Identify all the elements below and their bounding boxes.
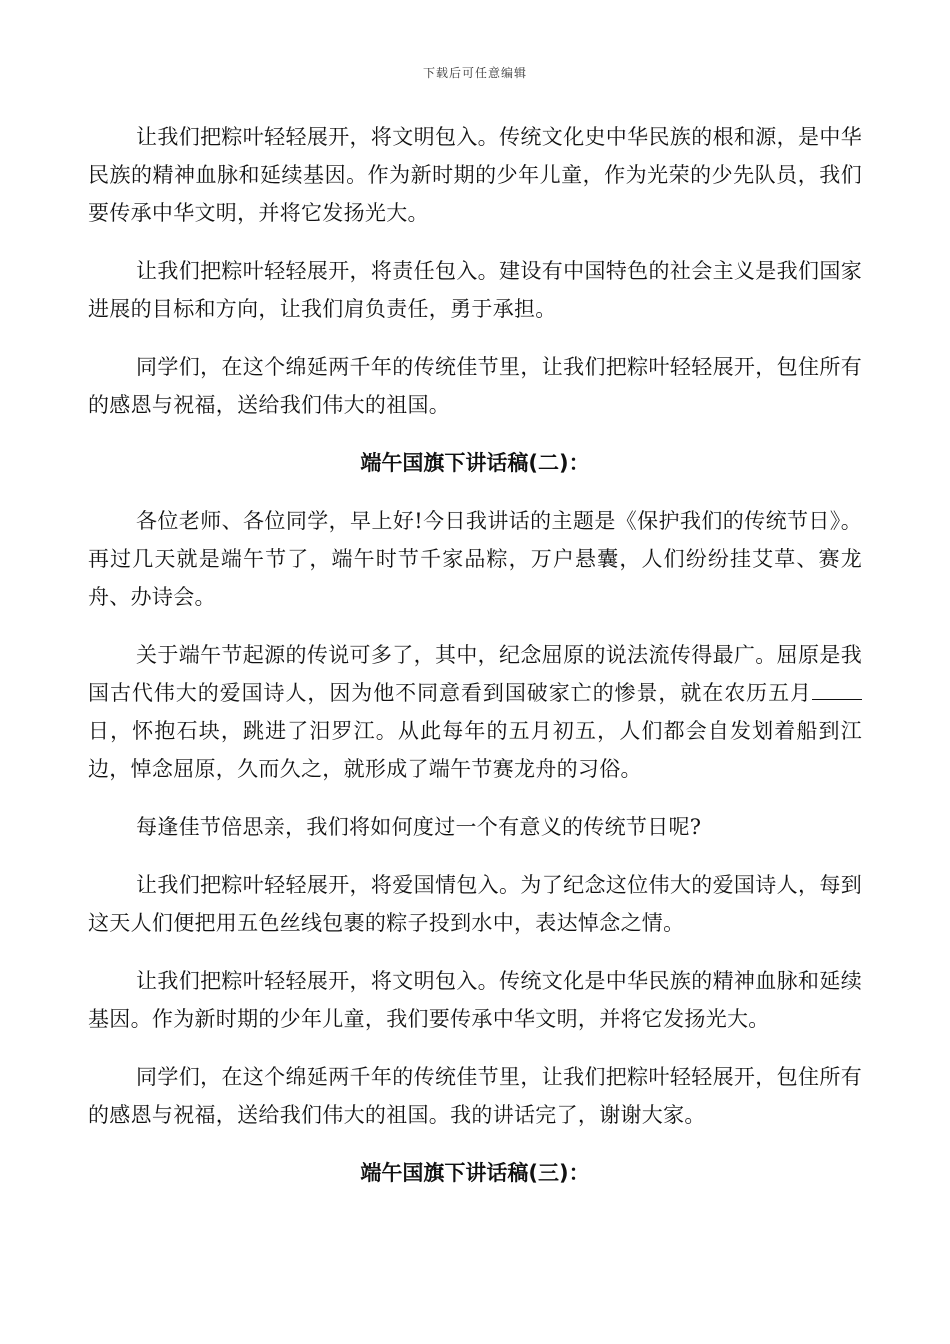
page-header: 下载后可任意编辑	[422, 66, 527, 80]
paragraph: 让我们把粽叶轻轻展开，将文明包入。传统文化史中华民族的根和源，是中华民族的精神血脉和延续基因。作为新时期的少年儿童，作为光荣的少先队员，我们要传承中华文明，并将它发扬光大。	[88, 125, 862, 225]
paragraph-text-before-blank: 关于端午节起源的传说可多了，其中，纪念屈原的说法流传得最广。屈原是我国古代伟大的爱国诗人，因为他不同意看到国破家亡的惨景，就在农历五月	[88, 643, 862, 705]
paragraph: 同学们，在这个绵延两千年的传统佳节里，让我们把粽叶轻轻展开，包住所有的感恩与祝福，送给我们伟大的祖国。我的讲话完了，谢谢大家。	[88, 1065, 862, 1127]
document-body	[88, 118, 862, 1212]
paragraph: 让我们把粽叶轻轻展开，将文明包入。传统文化是中华民族的精神血脉和延续基因。作为新时期的少年儿童，我们要传承中华文明，并将它发扬光大。	[88, 969, 862, 1031]
paragraph-with-blank	[88, 636, 862, 788]
section-heading-2: 端午国旗下讲话稿(二)：	[360, 451, 590, 475]
paragraph: 让我们把粽叶轻轻展开，将责任包入。建设有中国特色的社会主义是我们国家进展的目标和方向，让我们肩负责任，勇于承担。	[88, 259, 862, 321]
paragraph: 让我们把粽叶轻轻展开，将爱国情包入。为了纪念这位伟大的爱国诗人，每到这天人们便把用五色丝线包裹的粽子投到水中，表达悼念之情。	[88, 873, 862, 935]
paragraph: 各位老师、各位同学，早上好!今日我讲话的主题是《保护我们的传统节日》。再过几天就是端午节了，端午时节千家品粽，万户悬囊，人们纷纷挂艾草、赛龙舟、办诗会。	[88, 509, 862, 609]
paragraph-text-after-blank: 日，怀抱石块，跳进了汨罗江。从此每年的五月初五，人们都会自发划着船到江边，悼念屈原，久而久之，就形成了端午节赛龙舟的习俗。	[88, 719, 862, 781]
fill-in-blank	[812, 677, 862, 700]
section-heading-3: 端午国旗下讲话稿(三)：	[360, 1161, 590, 1185]
paragraph: 每逢佳节倍思亲，我们将如何度过一个有意义的传统节日呢?	[136, 815, 702, 839]
paragraph: 同学们，在这个绵延两千年的传统佳节里，让我们把粽叶轻轻展开，包住所有的感恩与祝福，送给我们伟大的祖国。	[88, 355, 862, 417]
